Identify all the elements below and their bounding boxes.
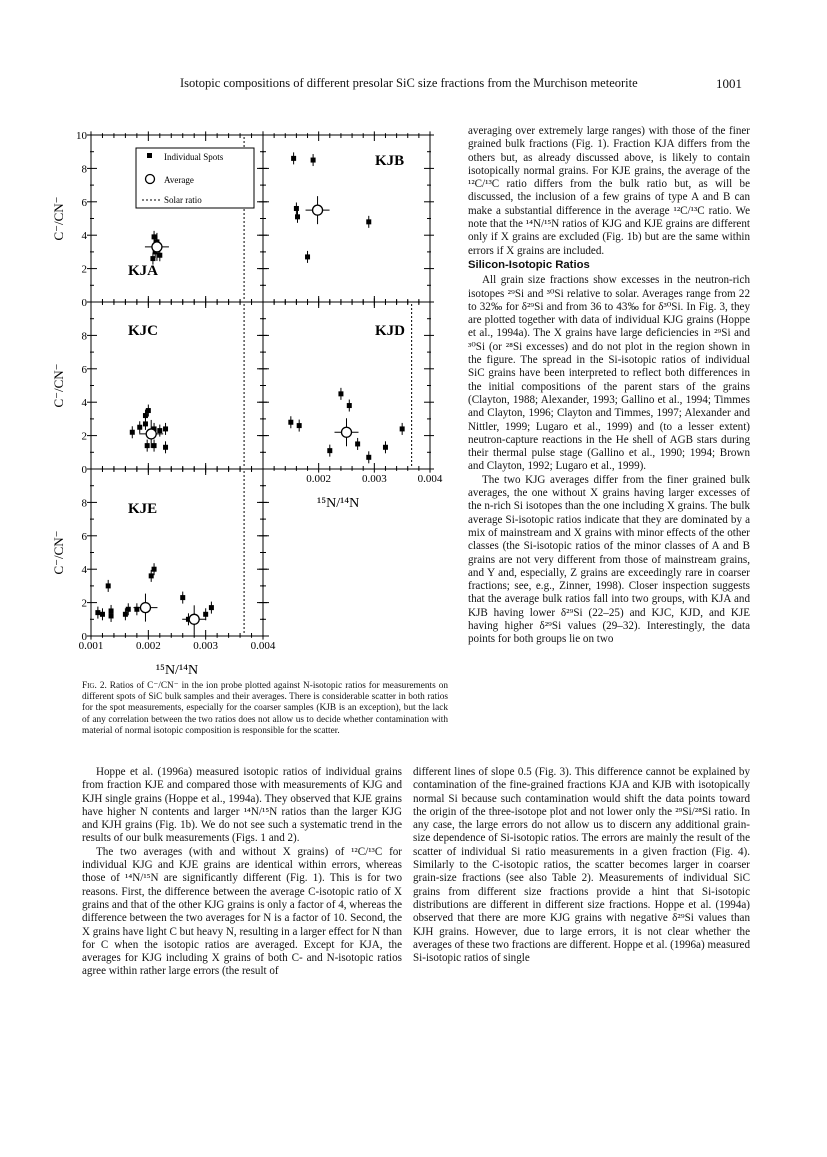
paragraph: The two averages (with and without X grains) of ¹²C/¹³C for individual KJG and KJE grains are identical within errors, whereas those of ¹⁴N/¹⁵N are significantly different (Fig. 1). This is for two reasons. First, the difference between the average C-isotopic ratio of X grains and that of the other KJG grains is only a factor of 4, whereas the difference between the two averages for N is a factor of 10. Second, the X grains have light C but heavy N, resulting in a larger effect for N than for C when the isotopic ratios are averaged. Except for KJA, the averages for KJG including X grains of both C- and N-isotopic ratios agree within rather large errors (the result of: [82, 845, 402, 978]
x-tick-label: 0.002: [306, 473, 332, 485]
legend-square-marker: [147, 153, 152, 158]
running-head: Isotopic compositions of different presolar SiC size fractions from the Murchison meteorite: [180, 76, 638, 90]
y-tick-label: 0: [81, 631, 87, 643]
y-tick-label: 2: [81, 430, 87, 443]
panel-frames: [87, 131, 434, 639]
spot-point: [150, 256, 155, 261]
spot-point: [157, 428, 162, 433]
figure-caption-text: Ratios of C⁻/CN⁻ in the ion probe plotted against N-isotopic ratios for measurements on different spots of SiC bulk samples and their averages. There is considerable scatter in both ratios for the spot measurements, especially for the coarser samples (KJB is an exception), but the lack of any correlation between the two ratios does not allow us to decide whether contamination with material of normal isotopic composition is responsible for the scatter.: [82, 681, 448, 736]
average-point: [140, 603, 150, 613]
spot-point: [137, 425, 142, 430]
spot-point: [126, 607, 131, 612]
spot-point: [383, 445, 388, 450]
y-axis-label: C⁻/CN⁻: [51, 530, 66, 575]
x-axis-label: ¹⁵N/¹⁴N: [155, 663, 199, 678]
spot-point: [100, 612, 105, 617]
x-tick-label: 0.001: [78, 640, 104, 652]
section-heading: Silicon-Isotopic Ratios: [468, 258, 590, 271]
y-tick-label: 6: [81, 363, 87, 376]
left-column: [82, 766, 402, 979]
y-tick-label: 4: [81, 564, 87, 577]
spot-point: [152, 567, 157, 572]
legend-average: Average: [164, 175, 194, 185]
spot-point: [400, 426, 405, 431]
paragraph: Hoppe et al. (1996a) measured isotopic ratios of individual grains from fraction KJE and compared those with measurements of KJG and KJH single grains (Hoppe et al., 1994a). They observed that KJE grains have higher N contents and larger ¹⁴N/¹⁵N ratios than the larger KJG and KJH grains (Fig. 1b). We do not see such a systematic trend in the results of our bulk measurements (Figs. 1 and 2).: [82, 766, 402, 845]
panel-label-kjc: KJC: [128, 323, 158, 339]
spot-point: [347, 403, 352, 408]
spot-point: [288, 420, 293, 425]
spot-point: [305, 254, 310, 259]
average-point: [146, 429, 156, 439]
average-point: [342, 427, 352, 437]
spot-point: [294, 206, 299, 211]
spot-point: [145, 443, 150, 448]
spot-point: [163, 426, 168, 431]
page-number: 1001: [716, 76, 742, 91]
x-axis-label: ¹⁵N/¹⁴N: [317, 496, 360, 511]
right-column: [468, 125, 750, 647]
spot-point: [180, 595, 185, 600]
y-tick-label: 8: [81, 330, 87, 343]
spot-point: [143, 413, 148, 418]
figure-labels: [51, 130, 443, 678]
legend-individual: Individual Spots: [164, 152, 224, 162]
y-tick-label: 4: [81, 230, 87, 243]
panel-label-kjd: KJD: [375, 323, 405, 339]
panel-label-kjb: KJB: [375, 153, 405, 169]
figure-caption-label: Fig. 2.: [82, 681, 107, 691]
figure-caption: [82, 681, 448, 737]
x-tick-label: 0.003: [193, 640, 219, 652]
panel-label-kje: KJE: [128, 501, 158, 517]
spot-point: [143, 421, 148, 426]
y-tick-label: 0: [81, 297, 87, 309]
average-point: [152, 242, 162, 252]
y-tick-label: 8: [81, 163, 87, 176]
spot-point: [109, 613, 114, 618]
x-tick-label: 0.004: [250, 640, 276, 652]
spot-point: [163, 445, 168, 450]
paragraph: All grain size fractions show excesses in the neutron-rich isotopes ²⁹Si and ³⁰Si relative to solar. Averages range from 22 to 32‰ for δ²⁹Si and from 36 to 43‰ for δ³⁰Si. In Fig. 3, they are plotted together with data of individual KJG grains (Hoppe et al., 1994a). The X grains have large deficiencies in ²⁹Si and ³⁰Si (or ²⁸Si excesses) and do not plot in the region shown in the figure. The spread in the Si-isotopic ratios of individual SiC grains have been interpreted to reflect both differences in the initial compositions of the parent stars of the grains (Clayton, 1988; Alexander, 1993; Gallino et al., 1994; Timmes and Clayton, 1996; Clayton and Timmes, 1997; Alexander and Nittler, 1999; Lugaro et al., 1999) and (to a lesser extent) neutron-capture reactions in the He shell of AGB stars during their thermal pulse stage (Gallino et al., 1990; 1994; Brown and Clayton, 1992; Lugaro et al., 1999).: [468, 274, 750, 473]
spot-point: [291, 156, 296, 161]
y-axis-label: C⁻/CN⁻: [51, 196, 66, 241]
paragraph: The two KJG averages differ from the finer grained bulk averages, the one without X grains having larger excesses of the n-rich Si isotopes than the one including X grains. The bulk average Si-isotopic ratios indicate that they are dominated by a mix of mainstream and X grains with minor effects of the other classes (the Si-isotopic ratios of the minor classes of A and B grains are not very different from those of mainstream grains, and Y and, especially, Z grains are exceedingly rare in coarser fractions; see, e.g., Zinner, 1998). Closer inspection suggests that the average bulk ratios fall into two groups, with KJA and KJB having lower δ²⁹Si (22–25) and KJC, KJD, and KJE having higher δ²⁹Si values (29–32). Interestingly, the data points for both groups lie on two: [468, 473, 750, 646]
spot-point: [338, 391, 343, 396]
spot-point: [149, 573, 154, 578]
y-tick-label: 4: [81, 397, 87, 410]
x-tick-label: 0.003: [361, 473, 387, 485]
spot-point: [366, 219, 371, 224]
spot-point: [209, 605, 214, 610]
y-axis-label: C⁻/CN⁻: [51, 363, 66, 408]
legend-circle-marker: [146, 175, 155, 184]
y-tick-label: 10: [76, 130, 87, 142]
figure-2: [40, 120, 460, 680]
spot-point: [130, 430, 135, 435]
spot-point: [327, 448, 332, 453]
spot-point: [366, 455, 371, 460]
y-tick-label: 8: [81, 497, 87, 510]
spot-point: [157, 253, 162, 258]
spot-point: [311, 158, 316, 163]
y-tick-label: 6: [81, 196, 87, 209]
y-tick-label: 0: [81, 464, 87, 476]
right-column-bottom: [413, 766, 750, 965]
spot-point: [106, 583, 111, 588]
average-point: [189, 614, 199, 624]
spot-point: [295, 214, 300, 219]
panel-label-kja: KJA: [128, 263, 158, 279]
paragraph: different lines of slope 0.5 (Fig. 3). This difference cannot be explained by contamination of the fine-grained fractions KJA and KJB with isotopically normal Si because such contamination would shift the data points toward the origin of the three-isotope plot and not lower only the ²⁹Si/²⁸Si ratio. In any case, the large errors do not allow us to discern any additional grain-size dependence of Si-isotopic ratios. The errors are mainly the result of the scatter of individual Si ratio measurements in a given fraction (Fig. 4). Similarly to the C-isotopic ratios, the scatter becomes larger in coarser grain-size fractions (see also Table 2). Measurements of individual SiC grains from different size fractions provide a hint that Si-isotopic distributions are different in different size fractions. Hoppe et al. (1994a) observed that there are more KJG grains with negative δ²⁹Si values than KJH grains. However, due to large errors, it is not clear whether the averages of these two fractions are different. Hoppe et al. (1996a) measured Si-isotopic ratios of single: [413, 766, 750, 965]
legend-solar: Solar ratio: [164, 195, 202, 205]
average-point: [313, 205, 323, 215]
y-tick-label: 6: [81, 530, 87, 543]
x-tick-label: 0.004: [417, 473, 443, 485]
spot-point: [355, 441, 360, 446]
paragraph: averaging over extremely large ranges) with those of the finer grained bulk fractions (Fig. 1). Fraction KJA differs from the others but, as already discussed above, is likely to contain isotopically normal grains. For KJE grains, the average of the ¹²C/¹³C ratio differs from the bulk ratio but, as will be discussed, the inclusion of a few grains of type A and B can make a substantial difference in the average ¹²C/¹³C ratio. We note that the ¹⁴N/¹⁵N ratios of KJG and KJE grains are different only if X grains are excluded (Fig. 1b) but are the same within errors if X grains are included.: [468, 125, 750, 257]
spot-point: [152, 443, 157, 448]
spot-point: [146, 408, 151, 413]
spot-point: [95, 610, 100, 615]
y-tick-label: 2: [81, 263, 87, 276]
spot-point: [123, 612, 128, 617]
spot-point: [152, 234, 157, 239]
spot-point: [297, 423, 302, 428]
x-tick-label: 0.002: [135, 640, 161, 652]
y-tick-label: 2: [81, 597, 87, 610]
spot-point: [203, 612, 208, 617]
data-marks: [95, 152, 404, 633]
